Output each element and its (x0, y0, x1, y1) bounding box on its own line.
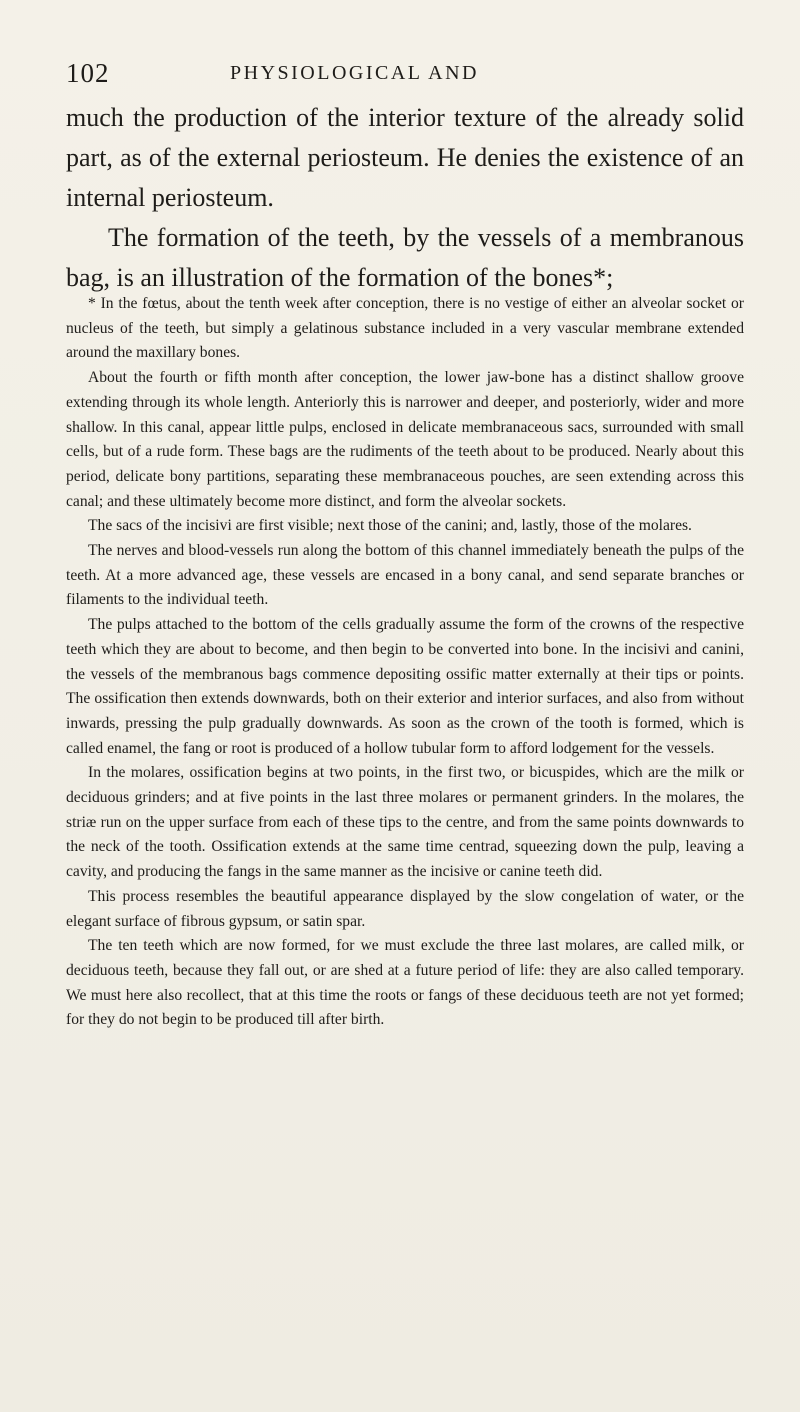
footnote-paragraph: About the fourth or fifth month after conception, the lower jaw-bone has a distinct shallow groove extending through its whole length. Anteriorly this is narrower and deeper, and posteriorly, wider and more shallow. In this canal, appear little pulps, enclosed in delicate membranaceous sacs, surrounded with small cells, but of a rude form. These bags are the rudiments of the teeth about to be produced. Nearly about this period, delicate bony partitions, separating these membranaceous pouches, are seen extending across this canal; and these ultimately become more distinct, and form the alveolar sockets. (66, 369, 744, 510)
footnote (66, 292, 744, 1033)
running-head (66, 58, 740, 94)
main-text (66, 98, 744, 298)
footnote-paragraph: * In the fœtus, about the tenth week after conception, there is no vestige of either an alveolar socket or nucleus of the teeth, but simply a gelatinous substance included in a very vascular membrane extended around the maxillary bones. (66, 295, 744, 362)
footnote-paragraph: In the molares, ossification begins at two points, in the first two, or bicuspides, which are the milk or deciduous grinders; and at five points in the last three molares or permanent grinders. In the molares, the striæ run on the upper surface from each of these tips to the centre, and from the same points downwards to the neck of the tooth. Ossification extends at the same time centrad, squeezing down the pulp, leaving a cavity, and producing the fangs in the same manner as the incisive or canine teeth did. (66, 764, 744, 881)
footnote-paragraph: The pulps attached to the bottom of the cells gradually assume the form of the crowns of the respective teeth which they are about to become, and then begin to be converted into bone. In the incisivi and canini, the vessels of the membranous bags commence depositing ossific matter externally at their tips or points. The ossification then extends downwards, both on their exterior and interior surfaces, and also from without inwards, pressing the pulp gradually downwards. As soon as the crown of the tooth is formed, which is called enamel, the fang or root is produced of a hollow tubular form to afford lodgement for the vessels. (66, 616, 744, 757)
footnote-paragraph: This process resembles the beautiful appearance displayed by the slow congelation of water, or the elegant surface of fibrous gypsum, or satin spar. (66, 887, 744, 930)
main-paragraph: The formation of the teeth, by the vessels of a membranous bag, is an illustration of the formation of the bones*; (66, 223, 744, 292)
page-number: 102 (66, 58, 110, 88)
running-title: PHYSIOLOGICAL AND (230, 62, 479, 84)
main-paragraph: much the production of the interior texture of the already solid part, as of the external periosteum. He denies the existence of an internal periosteum. (66, 103, 744, 212)
footnote-paragraph: The nerves and blood-vessels run along the bottom of this channel immediately beneath the pulps of the teeth. At a more advanced age, these vessels are encased in a bony canal, and send separate branches or filaments to the individual teeth. (66, 542, 744, 609)
footnote-paragraph: The ten teeth which are now formed, for we must exclude the three last molares, are called milk, or deciduous teeth, because they fall out, or are shed at a future period of life: they are also called temporary. We must here also recollect, that at this time the roots or fangs of these deciduous teeth are not yet formed; for they do not begin to be produced till after birth. (66, 937, 744, 1029)
footnote-paragraph: The sacs of the incisivi are first visible; next those of the canini; and, lastly, those of the molares. (88, 517, 692, 535)
